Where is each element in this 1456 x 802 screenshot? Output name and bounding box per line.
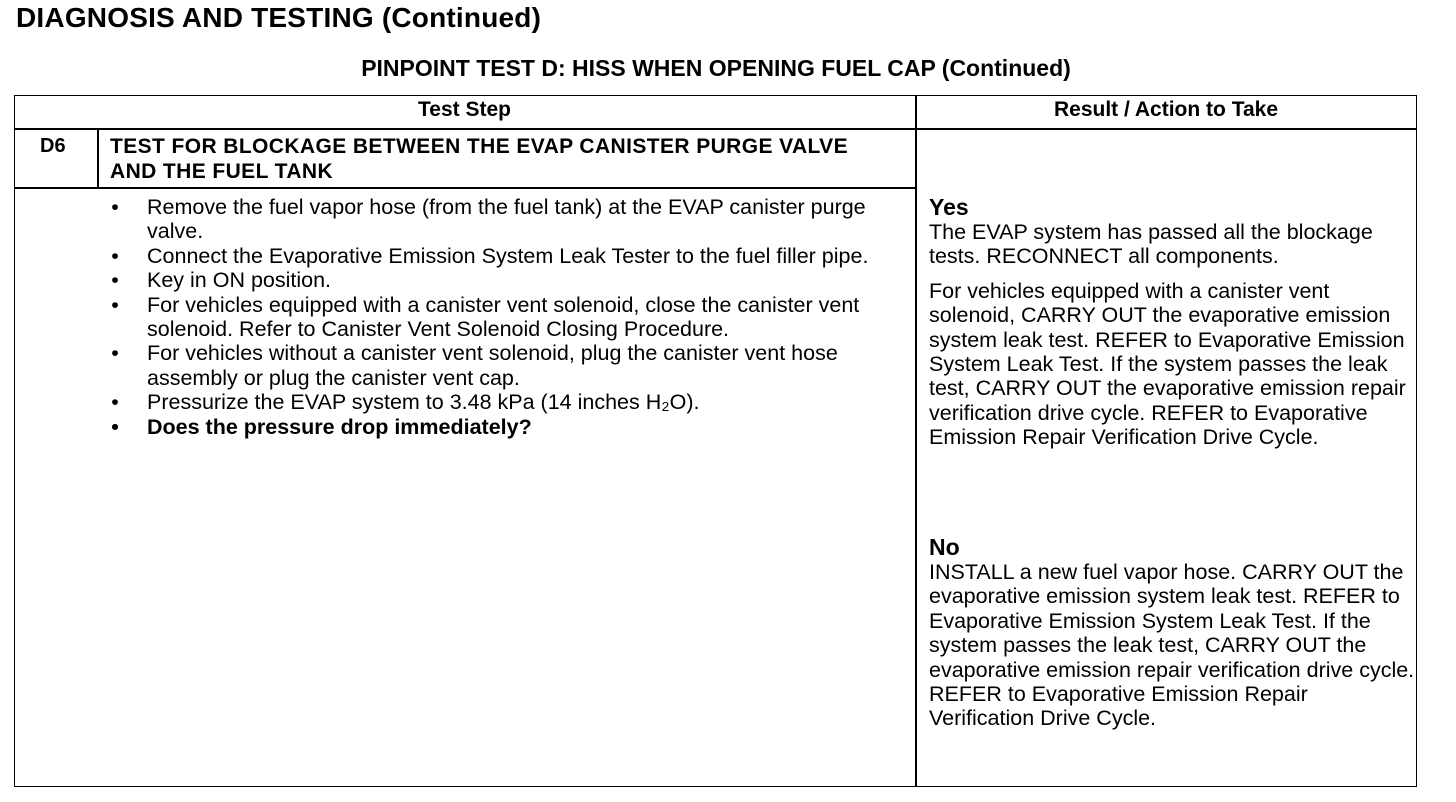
bullet-icon: • — [111, 341, 119, 366]
result-yes-label: Yes — [929, 194, 969, 220]
instruction-text: For vehicles equipped with a canister vent solenoid, close the canister vent solenoid. Refer to Canister Vent Solenoid Closing Procedure. — [147, 292, 860, 342]
header-test-step: Test Step — [418, 98, 511, 121]
result-yes-text-1: The EVAP system has passed all the blockage tests. RECONNECT all components. — [929, 220, 1373, 269]
bullet-icon: • — [111, 195, 119, 219]
bullet-icon: • — [111, 292, 119, 317]
bullet-icon: • — [111, 243, 119, 268]
list-item — [108, 390, 878, 414]
result-yes — [929, 194, 1417, 450]
step-title: TEST FOR BLOCKAGE BETWEEN THE EVAP CANISTER PURGE VALVE AND THE FUEL TANK — [110, 135, 848, 183]
list-item — [108, 244, 878, 268]
result-no — [929, 534, 1417, 731]
step-question: Does the pressure drop immediately? — [147, 414, 532, 439]
bullet-icon: • — [111, 268, 119, 293]
list-item — [108, 293, 878, 342]
result-no-text: INSTALL a new fuel vapor hose. CARRY OUT the evaporative emission system leak test. REFER to Evaporative Emission System Leak Test. If the system passes the leak test, CARRY OUT the evaporative emission repair verification drive cycle. REFER to Evaporative Emission Repair Verification Drive Cycle. — [929, 560, 1415, 731]
column-divider — [915, 95, 917, 787]
instruction-text: Key in ON position. — [147, 268, 332, 293]
bullet-icon: • — [111, 390, 119, 415]
bullet-icon: • — [111, 414, 119, 439]
list-item — [108, 268, 878, 292]
instruction-text: Remove the fuel vapor hose (from the fuel tank) at the EVAP canister purge valve. — [147, 195, 866, 244]
step-title-divider — [14, 187, 916, 189]
instruction-text: For vehicles without a canister vent solenoid, plug the canister vent hose assembly or plug the canister vent cap. — [147, 341, 838, 390]
step-id: D6 — [40, 135, 66, 157]
instruction-list — [108, 195, 878, 439]
page-heading: DIAGNOSIS AND TESTING (Continued) — [16, 2, 542, 33]
result-no-label: No — [929, 534, 960, 560]
step-id-divider — [97, 128, 99, 188]
result-yes-text-2: For vehicles equipped with a canister vent solenoid, CARRY OUT the evaporative emission system leak test. REFER to Evaporative Emission System Leak Test. If the system passes the leak test, CARRY OUT the evaporative emission repair verification drive cycle. REFER to Evaporative Emission Repair Verification Drive Cycle. — [929, 278, 1406, 450]
list-item — [108, 341, 878, 390]
instruction-text: Pressurize the EVAP system to 3.48 kPa (14 inches H₂O). — [147, 390, 700, 415]
header-divider — [14, 128, 1417, 130]
instruction-text: Connect the Evaporative Emission System Leak Tester to the fuel filler pipe. — [147, 243, 869, 268]
header-result-action: Result / Action to Take — [1053, 98, 1279, 121]
list-item — [108, 195, 878, 244]
list-item — [108, 415, 878, 439]
pinpoint-test-title: PINPOINT TEST D: HISS WHEN OPENING FUEL CAP (Continued) — [361, 55, 1071, 81]
